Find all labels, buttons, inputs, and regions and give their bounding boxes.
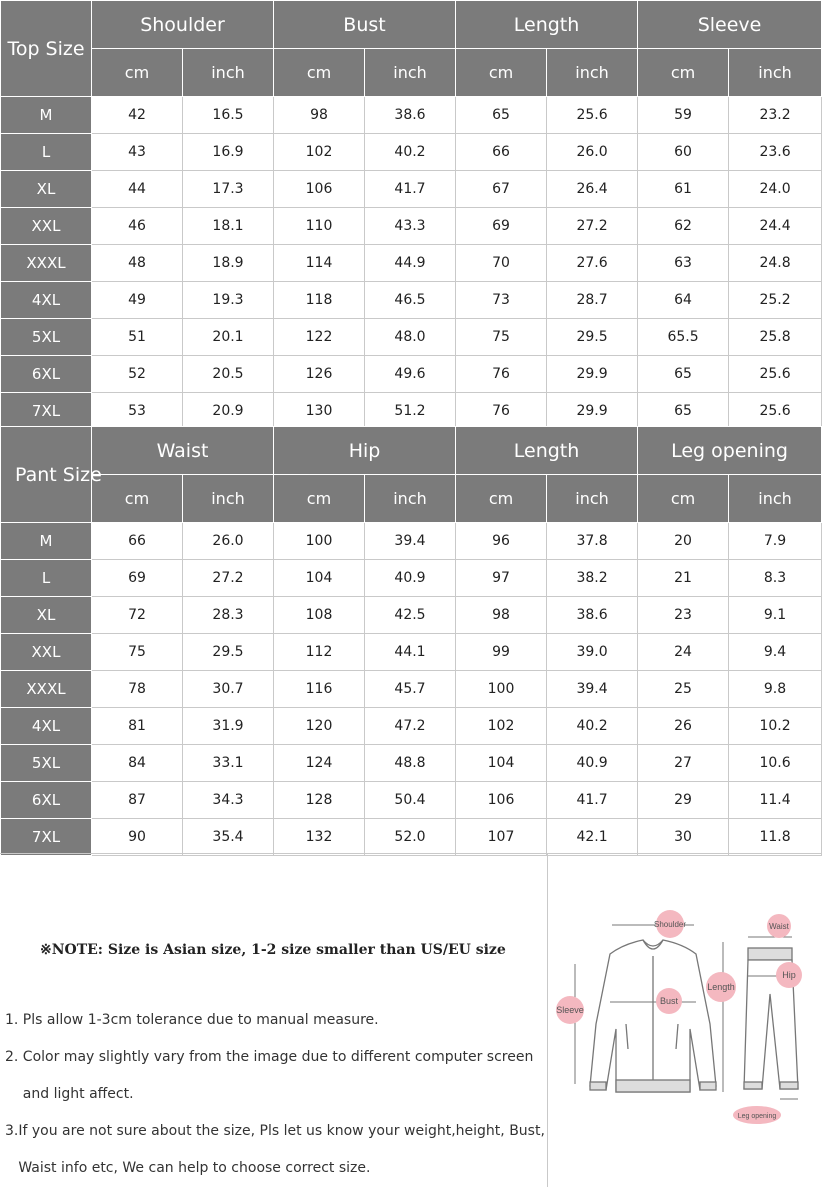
label-shoulder: Shoulder (653, 920, 687, 929)
table-row (1, 708, 822, 745)
size-label: 6XL (1, 356, 92, 393)
table-cell: 46.5 (365, 282, 456, 319)
table-cell: 9.1 (729, 597, 822, 634)
table-cell: 128 (274, 782, 365, 819)
table-cell: 76 (456, 356, 547, 393)
header-hip: Hip (274, 427, 456, 475)
table-cell: 26.4 (547, 171, 638, 208)
label-sleeve: Sleeve (556, 1005, 584, 1015)
table-cell: 108 (274, 597, 365, 634)
pant-size-table (0, 426, 822, 856)
table-cell: 65 (638, 393, 729, 430)
unit-cm: cm (92, 475, 183, 523)
header-sleeve: Sleeve (638, 1, 822, 49)
measurement-diagram (548, 854, 821, 1187)
top-size-table (0, 0, 822, 430)
label-length: Length (707, 982, 735, 992)
note-heading: ※NOTE: Size is Asian size, 1-2 size smaller than US/EU size (40, 942, 506, 958)
table-cell: 130 (274, 393, 365, 430)
table-cell: 25.6 (547, 97, 638, 134)
table-cell: 27.2 (547, 208, 638, 245)
unit-cm: cm (638, 49, 729, 97)
table-cell: 66 (456, 134, 547, 171)
table-row (1, 356, 822, 393)
table-cell: 67 (456, 171, 547, 208)
table-cell: 25.8 (729, 319, 822, 356)
table-cell: 24.0 (729, 171, 822, 208)
table-cell: 41.7 (547, 782, 638, 819)
table-cell: 102 (274, 134, 365, 171)
table-cell: 90 (92, 819, 183, 856)
table-cell: 29 (638, 782, 729, 819)
unit-inch: inch (729, 475, 822, 523)
table-cell: 112 (274, 634, 365, 671)
table-cell: 44.9 (365, 245, 456, 282)
table-cell: 21 (638, 560, 729, 597)
table-cell: 23.6 (729, 134, 822, 171)
table-cell: 64 (638, 282, 729, 319)
size-label: XXL (1, 208, 92, 245)
size-label: 6XL (1, 782, 92, 819)
table-cell: 24.4 (729, 208, 822, 245)
table-row (1, 634, 822, 671)
table-cell: 11.4 (729, 782, 822, 819)
table-row (1, 171, 822, 208)
table-cell: 104 (274, 560, 365, 597)
header-leg-opening: Leg opening (638, 427, 822, 475)
table-cell: 9.8 (729, 671, 822, 708)
table-row (1, 319, 822, 356)
table-cell: 39.4 (547, 671, 638, 708)
unit-inch: inch (183, 49, 274, 97)
table-cell: 69 (92, 560, 183, 597)
table-cell: 27 (638, 745, 729, 782)
table-cell: 97 (456, 560, 547, 597)
unit-inch: inch (547, 49, 638, 97)
table-row (1, 560, 822, 597)
size-label: 4XL (1, 282, 92, 319)
table-row (1, 745, 822, 782)
table-cell: 20.9 (183, 393, 274, 430)
unit-inch: inch (365, 475, 456, 523)
size-label: 5XL (1, 745, 92, 782)
table-cell: 29.5 (547, 319, 638, 356)
label-waist: Waist (769, 922, 789, 931)
table-cell: 26 (638, 708, 729, 745)
table-cell: 39.4 (365, 523, 456, 560)
size-label: M (1, 523, 92, 560)
table-cell: 26.0 (183, 523, 274, 560)
table-cell: 46 (92, 208, 183, 245)
table-cell: 76 (456, 393, 547, 430)
note-line-1: 1. Pls allow 1-3cm tolerance due to manual measure. (5, 1012, 379, 1028)
table-cell: 24.8 (729, 245, 822, 282)
garment-illustration (548, 854, 821, 1187)
table-cell: 40.2 (547, 708, 638, 745)
table-cell: 9.4 (729, 634, 822, 671)
unit-inch: inch (547, 475, 638, 523)
top-size-corner: Top Size (1, 1, 92, 97)
size-label: XXL (1, 634, 92, 671)
table-cell: 52 (92, 356, 183, 393)
unit-inch: inch (183, 475, 274, 523)
table-cell: 49 (92, 282, 183, 319)
table-cell: 20.5 (183, 356, 274, 393)
table-row (1, 819, 822, 856)
unit-cm: cm (274, 475, 365, 523)
table-cell: 62 (638, 208, 729, 245)
table-cell: 42 (92, 97, 183, 134)
table-cell: 7.9 (729, 523, 822, 560)
table-cell: 25.6 (729, 356, 822, 393)
note-line-3b: Waist info etc, We can help to choose correct size. (5, 1160, 371, 1176)
table-cell: 25.6 (729, 393, 822, 430)
table-cell: 65.5 (638, 319, 729, 356)
table-cell: 38.6 (365, 97, 456, 134)
table-cell: 48.0 (365, 319, 456, 356)
table-cell: 23.2 (729, 97, 822, 134)
table-cell: 114 (274, 245, 365, 282)
table-row (1, 671, 822, 708)
table-cell: 37.8 (547, 523, 638, 560)
table-cell: 42.5 (365, 597, 456, 634)
table-cell: 100 (456, 671, 547, 708)
table-cell: 30 (638, 819, 729, 856)
table-cell: 48.8 (365, 745, 456, 782)
table-row (1, 134, 822, 171)
table-cell: 39.0 (547, 634, 638, 671)
note-line-2: 2. Color may slightly vary from the image due to different computer screen (5, 1049, 534, 1065)
unit-cm: cm (92, 49, 183, 97)
size-label: L (1, 560, 92, 597)
table-cell: 47.2 (365, 708, 456, 745)
table-cell: 98 (274, 97, 365, 134)
table-cell: 40.9 (365, 560, 456, 597)
table-row (1, 597, 822, 634)
table-cell: 28.3 (183, 597, 274, 634)
size-label: L (1, 134, 92, 171)
size-label: 4XL (1, 708, 92, 745)
unit-cm: cm (456, 49, 547, 97)
table-cell: 104 (456, 745, 547, 782)
table-row (1, 523, 822, 560)
unit-inch: inch (729, 49, 822, 97)
table-cell: 70 (456, 245, 547, 282)
table-cell: 48 (92, 245, 183, 282)
unit-cm: cm (456, 475, 547, 523)
table-cell: 65 (638, 356, 729, 393)
table-cell: 87 (92, 782, 183, 819)
table-cell: 63 (638, 245, 729, 282)
table-cell: 29.9 (547, 393, 638, 430)
table-cell: 52.0 (365, 819, 456, 856)
note-line-2b: and light affect. (5, 1086, 134, 1102)
table-cell: 124 (274, 745, 365, 782)
table-cell: 44 (92, 171, 183, 208)
table-cell: 118 (274, 282, 365, 319)
size-label: XL (1, 597, 92, 634)
table-cell: 25 (638, 671, 729, 708)
table-cell: 65 (456, 97, 547, 134)
table-cell: 10.2 (729, 708, 822, 745)
table-cell: 16.9 (183, 134, 274, 171)
table-cell: 28.7 (547, 282, 638, 319)
table-cell: 110 (274, 208, 365, 245)
table-cell: 106 (456, 782, 547, 819)
note-line-3: 3.If you are not sure about the size, Pls let us know your weight,height, Bust, (5, 1123, 545, 1139)
table-cell: 84 (92, 745, 183, 782)
table-cell: 51 (92, 319, 183, 356)
table-row (1, 393, 822, 430)
table-cell: 27.2 (183, 560, 274, 597)
table-row (1, 282, 822, 319)
table-row (1, 245, 822, 282)
table-cell: 33.1 (183, 745, 274, 782)
table-cell: 30.7 (183, 671, 274, 708)
table-cell: 38.2 (547, 560, 638, 597)
size-label: 7XL (1, 393, 92, 430)
table-cell: 38.6 (547, 597, 638, 634)
table-cell: 53 (92, 393, 183, 430)
label-bust: Bust (659, 996, 679, 1006)
table-row (1, 97, 822, 134)
table-cell: 43 (92, 134, 183, 171)
table-cell: 100 (274, 523, 365, 560)
table-cell: 24 (638, 634, 729, 671)
table-cell: 98 (456, 597, 547, 634)
table-cell: 29.5 (183, 634, 274, 671)
jacket-drawing (590, 940, 716, 1092)
table-cell: 81 (92, 708, 183, 745)
table-cell: 20.1 (183, 319, 274, 356)
table-cell: 8.3 (729, 560, 822, 597)
header-length: Length (456, 427, 638, 475)
table-cell: 17.3 (183, 171, 274, 208)
table-cell: 44.1 (365, 634, 456, 671)
table-cell: 75 (92, 634, 183, 671)
table-cell: 59 (638, 97, 729, 134)
size-label: XL (1, 171, 92, 208)
table-cell: 72 (92, 597, 183, 634)
size-label: 7XL (1, 819, 92, 856)
table-cell: 126 (274, 356, 365, 393)
table-cell: 99 (456, 634, 547, 671)
table-cell: 116 (274, 671, 365, 708)
unit-inch: inch (365, 49, 456, 97)
table-cell: 60 (638, 134, 729, 171)
unit-cm: cm (274, 49, 365, 97)
table-cell: 69 (456, 208, 547, 245)
table-cell: 31.9 (183, 708, 274, 745)
table-cell: 51.2 (365, 393, 456, 430)
notes-section (0, 853, 821, 1187)
table-cell: 16.5 (183, 97, 274, 134)
table-cell: 66 (92, 523, 183, 560)
table-cell: 18.9 (183, 245, 274, 282)
table-cell: 35.4 (183, 819, 274, 856)
table-cell: 18.1 (183, 208, 274, 245)
table-cell: 96 (456, 523, 547, 560)
table-cell: 23 (638, 597, 729, 634)
table-cell: 50.4 (365, 782, 456, 819)
table-cell: 40.9 (547, 745, 638, 782)
table-cell: 26.0 (547, 134, 638, 171)
table-cell: 49.6 (365, 356, 456, 393)
table-cell: 43.3 (365, 208, 456, 245)
size-label: XXXL (1, 671, 92, 708)
header-bust: Bust (274, 1, 456, 49)
table-cell: 41.7 (365, 171, 456, 208)
table-cell: 27.6 (547, 245, 638, 282)
size-label: XXXL (1, 245, 92, 282)
table-cell: 34.3 (183, 782, 274, 819)
table-cell: 122 (274, 319, 365, 356)
size-label: M (1, 97, 92, 134)
table-cell: 107 (456, 819, 547, 856)
table-cell: 102 (456, 708, 547, 745)
table-cell: 20 (638, 523, 729, 560)
table-cell: 61 (638, 171, 729, 208)
table-cell: 132 (274, 819, 365, 856)
label-leg-opening: Leg opening (737, 1113, 777, 1120)
table-row (1, 208, 822, 245)
header-shoulder: Shoulder (92, 1, 274, 49)
table-cell: 10.6 (729, 745, 822, 782)
table-cell: 29.9 (547, 356, 638, 393)
table-cell: 75 (456, 319, 547, 356)
table-cell: 11.8 (729, 819, 822, 856)
table-cell: 45.7 (365, 671, 456, 708)
label-hip: Hip (782, 970, 796, 980)
header-waist: Waist (92, 427, 274, 475)
table-cell: 42.1 (547, 819, 638, 856)
pant-size-corner: Pant Size (1, 427, 92, 523)
table-cell: 25.2 (729, 282, 822, 319)
table-cell: 106 (274, 171, 365, 208)
table-cell: 19.3 (183, 282, 274, 319)
table-cell: 78 (92, 671, 183, 708)
table-cell: 120 (274, 708, 365, 745)
notes-panel (0, 854, 548, 1187)
size-label: 5XL (1, 319, 92, 356)
table-row (1, 782, 822, 819)
header-length: Length (456, 1, 638, 49)
table-cell: 73 (456, 282, 547, 319)
table-cell: 40.2 (365, 134, 456, 171)
unit-cm: cm (638, 475, 729, 523)
